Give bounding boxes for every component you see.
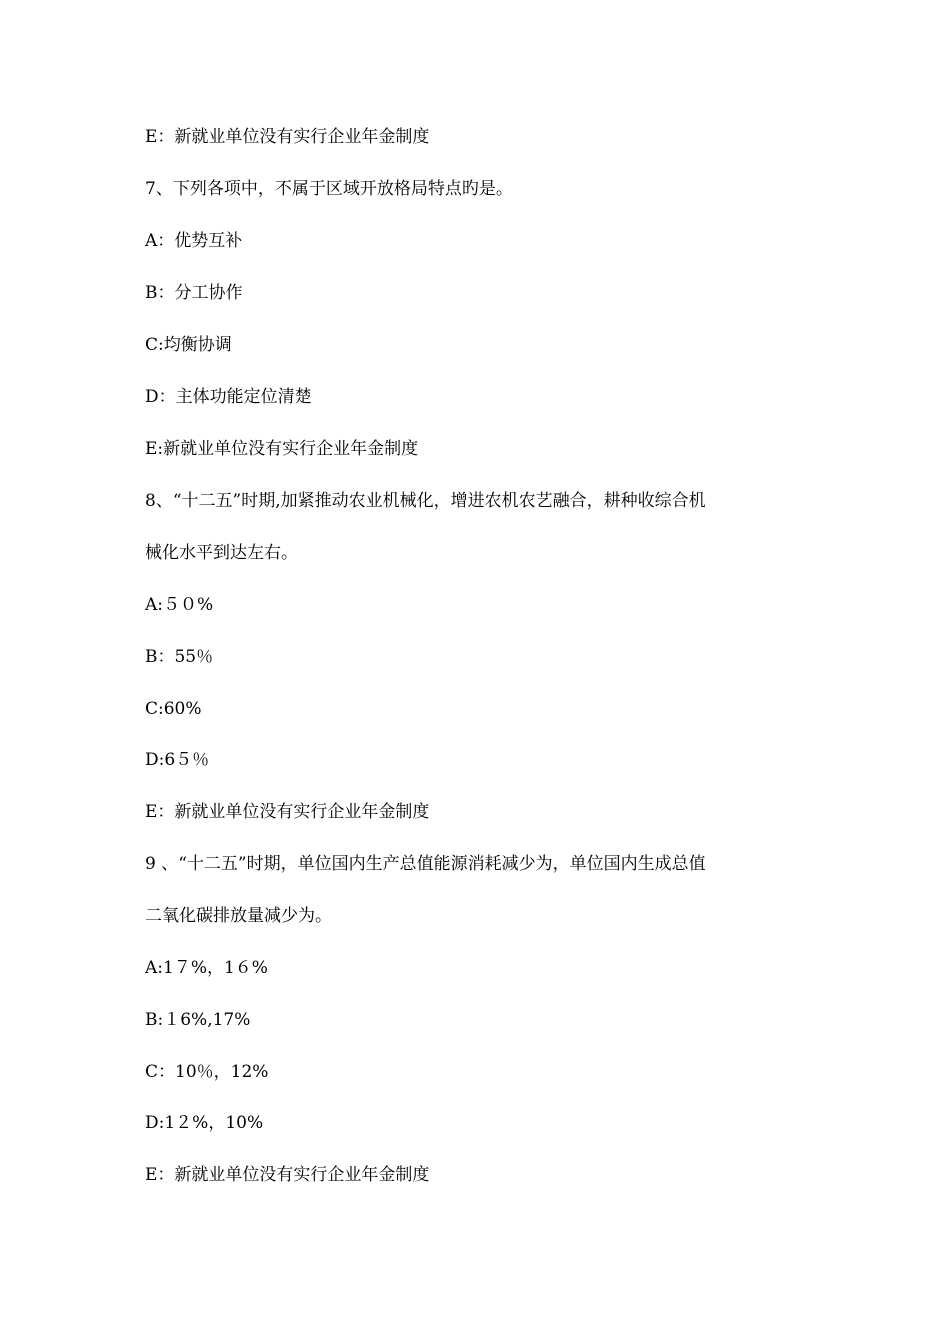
option-c-q8: C:60% [145, 699, 202, 719]
question-8-line-2: 械化水平到达左右。 [145, 543, 298, 563]
option-a-q7: A：优势互补 [145, 231, 243, 251]
option-e-q6: E：新就业单位没有实行企业年金制度 [145, 127, 430, 147]
option-b-q9: B:１6%,17% [145, 1010, 251, 1030]
question-7: 7、下列各项中，不属于区域开放格局特点旳是。 [145, 179, 513, 199]
option-a-q8: A:５０% [145, 595, 214, 615]
option-e-q7: E:新就业单位没有实行企业年金制度 [145, 439, 419, 459]
option-d-q9: D:1２%，10% [145, 1113, 264, 1133]
option-c-q7: C:均衡协调 [145, 335, 232, 355]
question-9-line-1: 9 、“十二五”时期，单位国内生产总值能源消耗减少为，单位国内生成总值 [145, 854, 706, 874]
option-e-q8: E：新就业单位没有实行企业年金制度 [145, 802, 430, 822]
option-e-q9: E：新就业单位没有实行企业年金制度 [145, 1165, 430, 1185]
option-d-q8: D:6５％ [145, 750, 210, 770]
option-b-q8: B：55％ [145, 647, 214, 667]
option-d-q7: D：主体功能定位清楚 [145, 387, 312, 407]
question-8-line-1: 8、“十二五”时期,加紧推动农业机械化，增进农机农艺融合，耕种收综合机 [145, 491, 706, 511]
option-c-q9: C：10％，12% [145, 1062, 269, 1082]
option-b-q7: B：分工协作 [145, 283, 243, 303]
option-a-q9: A:1７%，1６% [145, 958, 268, 978]
question-9-line-2: 二氧化碳排放量减少为。 [145, 906, 332, 926]
